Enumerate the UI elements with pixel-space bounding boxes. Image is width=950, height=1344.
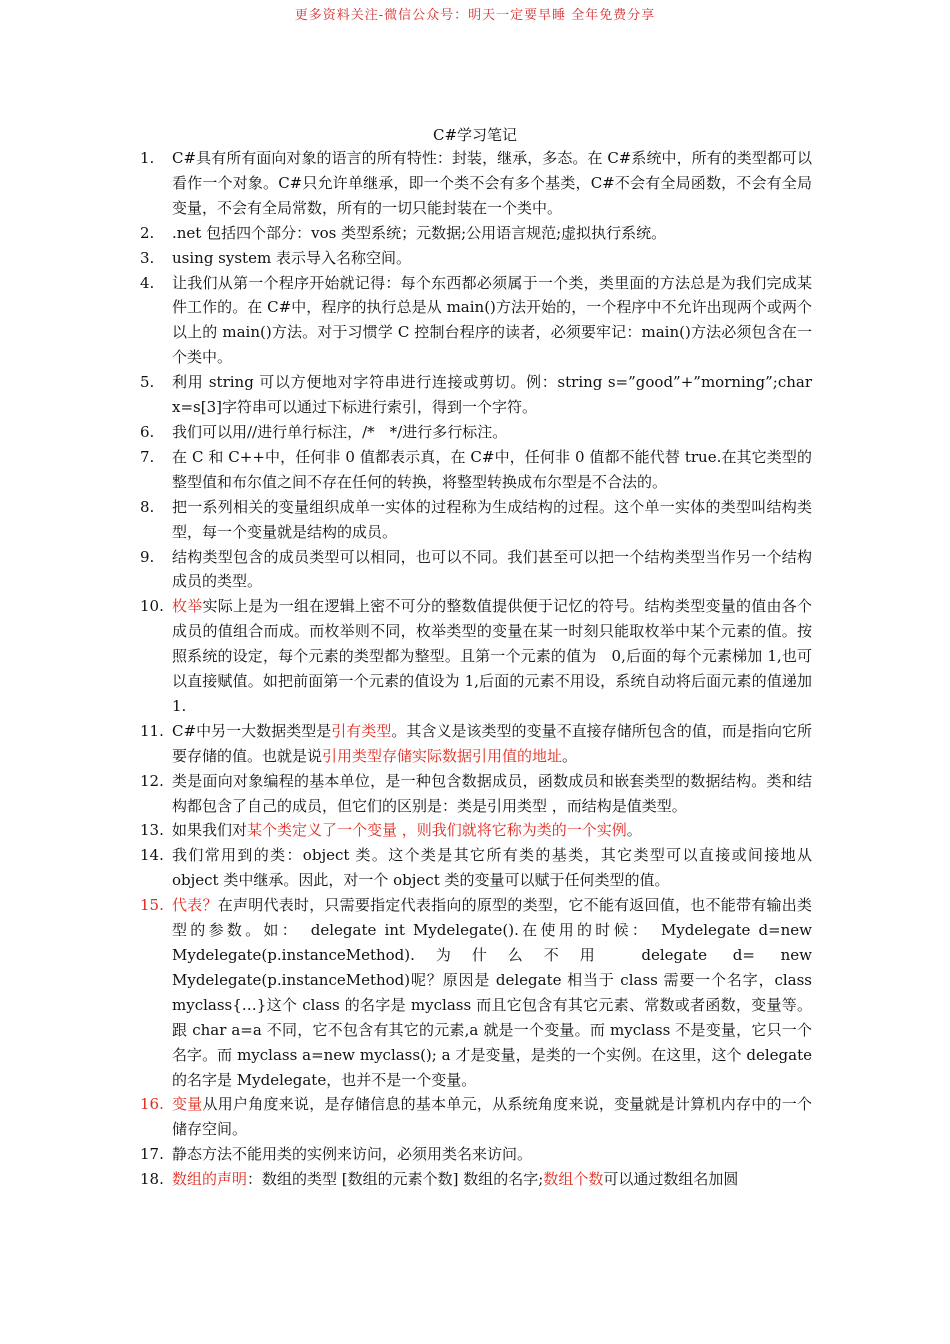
note-number: 6. [140,422,155,441]
note-text: 实际上是为一组在逻辑上密不可分的整数值提供便于记忆的符号。结构类型变量的值由各个成员的值组合而成。而枚举则不同，枚举类型的变量在某一时刻只能取枚举中某个元素的值。按照系统的设定，每个元素的类型都为整型。且第一个元素的值为 0,后面的每个元素梯加 1,也可以直接赋值。如把前面第一个元素的值设为 1,后面的元素不用设，系统自动将后面元素的值递加 1. [172,597,812,715]
note-text: 。 [626,821,642,840]
note-item [140,370,812,420]
note-text: 从用户角度来说，是存储信息的基本单元，从系统角度来说，变量就是计算机内存中的一个储存空间。 [172,1095,812,1139]
header-banner: 更多资料关注-微信公众号：明天一定要早睡 全年免费分享 [294,8,656,23]
note-item [140,843,812,893]
note-item [140,146,812,221]
note-text: 类是面向对象编程的基本单位，是一种包含数据成员，函数成员和嵌套类型的数据结构。类和结构都包含了自己的成员，但它们的区别是：类是引用类型 ，而结构是值类型。 [172,771,812,815]
note-highlight: 引用类型存储实际数据引用值的地址 [322,746,563,765]
note-item [140,719,812,769]
note-number: 7. [140,447,155,466]
note-text: C#具有所有面向对象的语言的所有特性：封装，继承，多态。在 C#系统中，所有的类型都可以看作一个对象。C#只允许单继承，即一个类不会有多个基类，C#不会有全局函数，不会有全局变量，不会有全局常数，所有的一切只能封装在一个类中。 [172,149,812,217]
note-number: 8. [140,497,155,516]
note-number: 17. [140,1145,164,1164]
note-text: 把一系列相关的变量组织成单一实体的过程称为生成结构的过程。这个单一实体的类型叫结构类型，每一个变量就是结构的成员。 [172,497,812,541]
note-text: 如果我们对 [172,821,248,840]
note-item [140,271,812,371]
note-number: 15. [140,896,164,915]
note-number: 11. [140,721,164,740]
note-text: 可以通过数组名加圆 [603,1170,739,1189]
note-text: using system 表示导入名称空间。 [172,248,411,267]
note-number: 9. [140,547,155,566]
note-text: 我们常用到的类：object 类。这个类是其它所有类的基类，其它类型可以直接或间接地从 object 类中继承。因此，对一个 object 类的变量可以赋于任何类型的值。 [172,846,812,890]
note-number: 3. [140,248,155,267]
note-highlight: 引有类型 [331,721,392,740]
note-number: 12. [140,771,164,790]
notes-list [140,146,812,1192]
note-highlight: 数组的声明 [172,1170,248,1189]
note-highlight: 代表？ [172,896,218,915]
note-highlight: 枚举 [172,597,203,616]
note-text: 在声明代表时，只需要指定代表指向的原型的类型，它不能有返回值，也不能带有输出类型的参数。如： delegate int Mydelegate().在使用的时候： Mydelegate d=new Mydelegate(p.instanceMethod).为什么不用 delegate d= new Mydelegate(p.instanceMethod)呢？原因是 delegate 相当于 class 需要一个名字，class myclass{…}这个 class 的名字是 myclass 而且它包含有其它元素、常数或者函数，变量等。跟 char a=a 不同，它不包含有其它的元素,a 就是一个变量。而 myclass 不是变量，它只一个名字。而 myclass a=new myclass(); a 才是变量，是类的一个实例。在这里，这个 delegate 的名字是 Mydelegate，也并不是一个变量。 [172,896,812,1089]
note-item [140,818,812,843]
note-text: 。 [562,746,578,765]
note-number: 1. [140,149,155,167]
note-text: 利用 string 可以方便地对字符串进行连接或剪切。例：string s=”good”+”morning”;char x=s[3]字符串可以通过下标进行索引，得到一个字符。 [172,373,812,417]
note-item [140,594,812,719]
note-number: 13. [140,821,164,840]
note-text: ：数组的类型 [数组的元素个数] 数组的名字; [247,1170,544,1189]
note-number: 16. [140,1095,164,1114]
note-item [140,545,812,595]
note-text: 结构类型包含的成员类型可以相同，也可以不同。我们甚至可以把一个结构类型当作另一个结构成员的类型。 [172,547,812,591]
note-highlight: 某个类定义了一个变量 ，则我们就将它称为类的一个实例 [247,821,627,840]
note-highlight: 数组个数 [543,1170,604,1189]
note-item [140,893,812,1092]
note-text: 。其含义是该类型的变量不直接存储所包含的值，而是指向它所要存储的值。也就是说 [172,721,812,765]
note-text: 我们可以用//进行单行标注，/* */进行多行标注。 [172,422,508,441]
note-item [140,445,812,495]
note-number: 2. [140,223,155,242]
note-item [140,769,812,819]
note-item [140,1167,812,1192]
note-item [140,420,812,445]
note-text: 静态方法不能用类的实例来访问，必须用类名来访问。 [172,1145,533,1164]
note-item [140,1092,812,1142]
note-number: 5. [140,373,155,392]
note-item [140,221,812,246]
note-highlight: 变量 [172,1095,203,1114]
note-text: .net 包括四个部分：vos 类型系统；元数据;公用语言规范;虚拟执行系统。 [172,223,667,242]
note-item [140,1142,812,1167]
note-item [140,246,812,271]
note-number: 10. [140,597,164,616]
note-number: 4. [140,273,155,292]
note-text: 让我们从第一个程序开始就记得：每个东西都必须属于一个类，类里面的方法总是为我们完成某件工作的。在 C#中，程序的执行总是从 main()方法开始的，一个程序中不允许出现两个或两个以上的 main()方法。对于习惯学 C 控制台程序的读者，必须要牢记：main()方法必须包含在一个类中。 [172,273,812,367]
note-text: C#中另一大数据类型是 [172,721,332,740]
note-number: 18. [140,1170,164,1189]
note-text: 在 C 和 C++中，任何非 0 值都表示真，在 C#中，任何非 0 值都不能代替 true.在其它类型的整型值和布尔值之间不存在任何的转换，将整型转换成布尔型是不合法的。 [172,447,812,491]
note-item [140,495,812,545]
note-number: 14. [140,846,164,865]
document-title: C#学习笔记 [432,126,518,144]
